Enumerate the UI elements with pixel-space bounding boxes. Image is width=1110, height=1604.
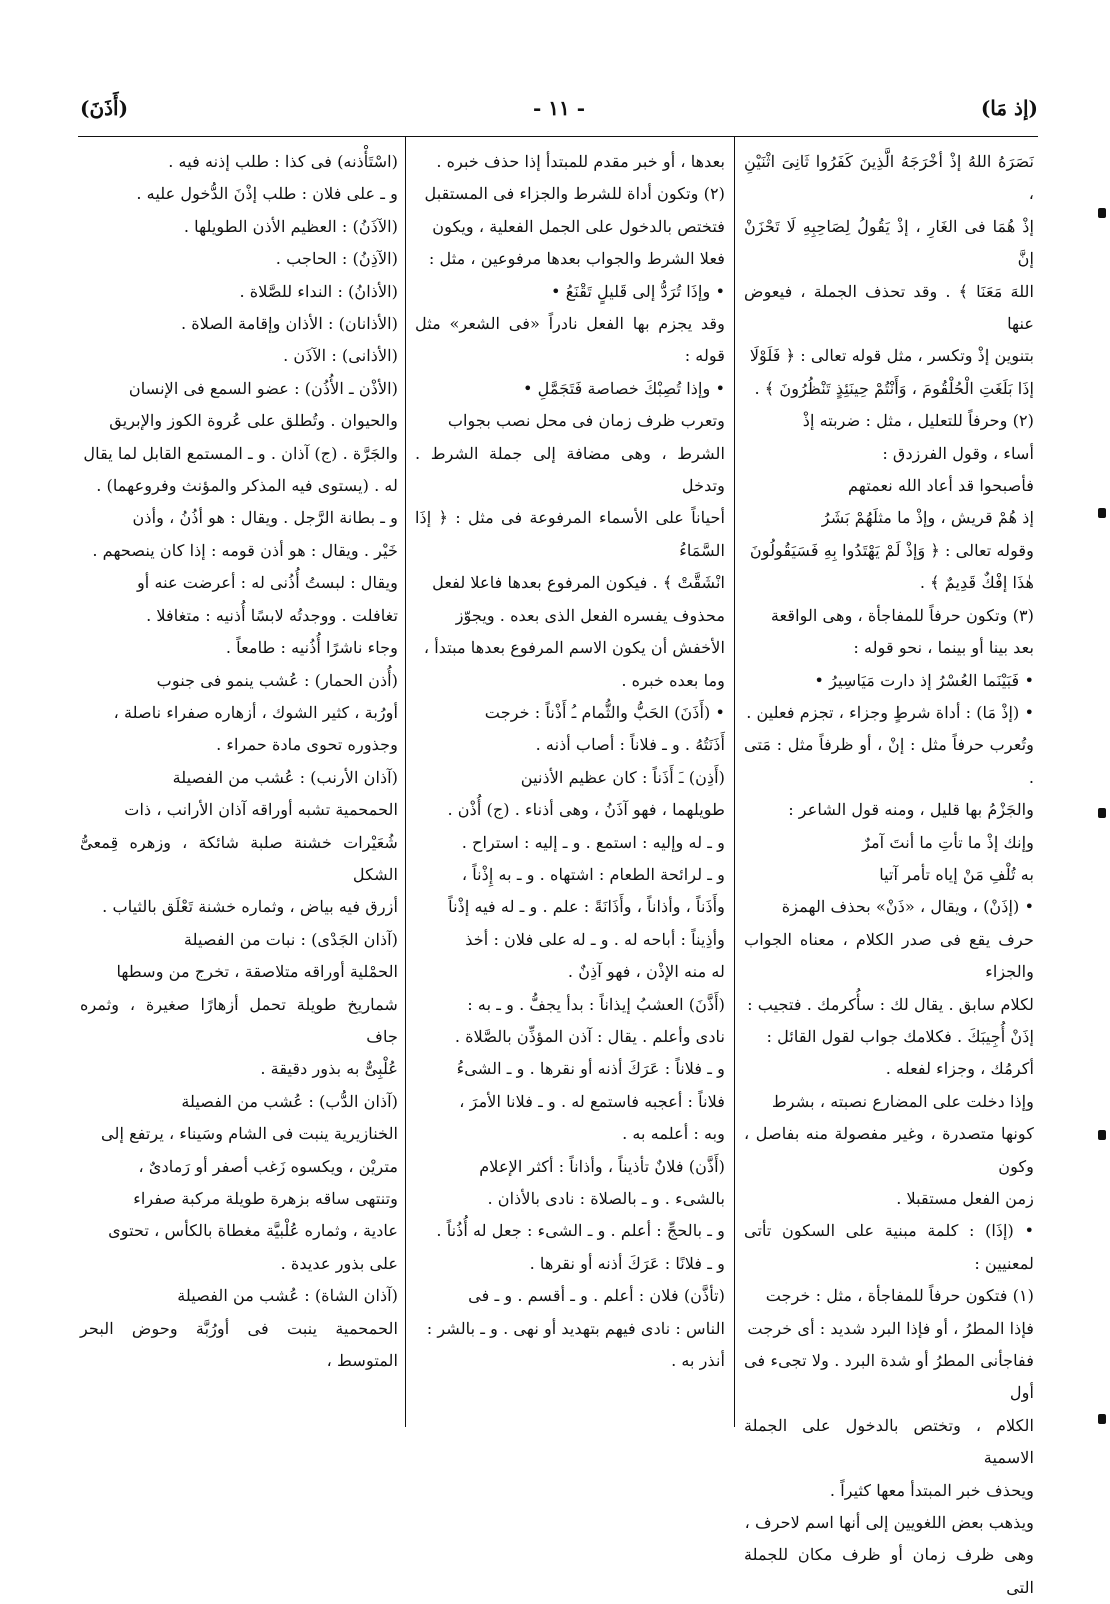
- column-line: (الأذانان) : الأذان وإقامة الصلاة .: [181, 314, 398, 334]
- column-line: وأذِيناً : أباحه له . و ـ له على فلان : أخذ: [465, 929, 725, 949]
- column-line: • وإذا تُصِبْكَ خصاصة فَتَجَمَّلِ •: [522, 378, 725, 398]
- column-line: و ـ بالحجِّ : أعلم . و ـ الشىء : جعل له أُذُناً .: [436, 1221, 725, 1241]
- column-line: شُعَيْرات خشنة صلبة شائكة ، وزهره قِمعىُّ الشكل: [80, 832, 398, 884]
- column-line: أساء ، وقول الفرزدق :: [882, 443, 1034, 463]
- column-line: الناس : نادى فيهم بتهديد أو نهى . و ـ بالشر :: [426, 1318, 725, 1338]
- column-line: إذ هُمْ قريش ، وإذْ ما مثلَهُمْ بَشَرُ: [821, 508, 1034, 528]
- column-line: أحياناً على الأسماء المرفوعة فى مثل : ﴿ إذَا السَّمَاءُ: [415, 508, 725, 560]
- column-line: عادية ، وثماره عُلْبيَّة مغطاة بالكأس ، تحتوى: [108, 1221, 398, 1241]
- column-line: طويلهما ، فهو آذَنُ ، وهى أذناء . (ج) أُذْن .: [447, 800, 725, 820]
- column-line: أَذَنَتُهُ . و ـ فلاناً : أصاب أذنه .: [535, 735, 725, 755]
- column-line: نَصَرَهُ اللهُ إذْ أخْرَجَهُ الَّذِينَ كَفَرُوا ثَانِىَ اثْنَيْنِ ،: [744, 152, 1034, 204]
- column-line: ويذهب بعض اللغويين إلى أنها اسم لاحرف ،: [744, 1513, 1034, 1533]
- column-line: وجاء ناشرًا أُذُنيه : طامعاً .: [225, 638, 398, 658]
- column-line: (تأذَّن) فلان : أعلم . و ـ أقسم . و ـ فى: [468, 1286, 725, 1306]
- column-line: خَيْر . ويقال : هو أذن قومه : إذا كان ينصحهم .: [92, 540, 398, 560]
- column-line: • فَبَيْنَما العُسْرُ إذ دارت مَيَاسِيرُ •: [814, 670, 1034, 690]
- column-line: على بذور عديدة .: [280, 1253, 398, 1273]
- column-line: و ـ فلانًا : عَرَكَ أذنه أو نقرها .: [529, 1253, 725, 1273]
- column-line: وتنتهى ساقه بزهرة طويلة مركبة صفراء: [133, 1189, 398, 1208]
- column-line: تغافلت . ووجدتُه لابسًا أُذنيه : متغافلا .: [146, 605, 398, 625]
- column-line: بتنوين إذْ وتكسر ، مثل قوله تعالى : ﴿ فَلَوْلَا: [749, 346, 1034, 366]
- column-line: وبه : أعلمه به .: [622, 1124, 725, 1144]
- column-line: أكرمُك ، وجزاء لفعله .: [885, 1059, 1034, 1079]
- column-line: الأخفش أن يكون الاسم المرفوع بعدها مبتدأ ،: [423, 638, 725, 658]
- scan-edge-mark: [1098, 1414, 1106, 1424]
- column-line: الحمحمية ينبت فى أورُبَّة وحوض البحر المتوسط ،: [80, 1318, 398, 1371]
- column-line: وأَذَناً ، وأذاناً ، وأَذَانَةً : علم . و ـ له فيه إذْناً: [448, 897, 725, 917]
- column-line: والجَزْمُ بها قليل ، ومنه قول الشاعر :: [788, 800, 1034, 820]
- column-line: • وإذَا تُرَدُّ إلى قَليلٍ تَقْنَعُ •: [551, 281, 725, 301]
- column-line: أزرق فيه بياض ، وثماره خشنة تَعْلَق بالثياب .: [102, 897, 398, 917]
- column-line: عُلْبِىٌّ به بذور دقيقة .: [260, 1059, 398, 1079]
- column-line: بعد بينا أو بينما ، نحو قوله :: [853, 638, 1034, 658]
- column-line: ويحذف خبر المبتدأ معها كثيراً .: [829, 1480, 1034, 1500]
- column-line: الحمحمية تشبه أوراقه آذان الأرانب ، ذات: [124, 800, 398, 820]
- column-line: (الأذْن ـ الأُذُن) : عضو السمع فى الإنسان: [128, 378, 398, 398]
- column-line: نادى وأعلم . يقال : آذن المؤذِّن بالصَّلاة .: [454, 1026, 725, 1046]
- column-line: فعلا الشرط والجواب بعدها مرفوعين ، مثل :: [428, 249, 725, 269]
- column-line: هٰذَا إفْكٌ قَدِيمٌ ﴾ .: [919, 573, 1034, 593]
- column-divider-right: [734, 137, 735, 1427]
- column-line: (آذان الجَدْى) : نبات من الفصيلة: [183, 929, 398, 949]
- column-line: اللهَ مَعَنَا ﴾ . وقد تحذف الجملة ، فيعوض عنها: [744, 281, 1034, 334]
- column-line: إذَا بَلَغَتِ الْحُلْقُومَ ، وَأَنْتُمْ حِينَئِذٍ تَنْظُرُونَ ﴾ .: [754, 378, 1034, 398]
- column-line: زمن الفعل مستقبلا .: [896, 1189, 1034, 1208]
- column-line: فأصبحوا قد أعاد الله نعمتهم: [848, 476, 1034, 496]
- column-middle: [415, 146, 725, 1377]
- column-line: أنذر به .: [671, 1351, 725, 1371]
- column-line: لكلام سابق . يقال لك : سأُكرمك . فتجيب :: [747, 994, 1034, 1014]
- column-line: (الأذانُ) : النداء للصَّلاة .: [239, 281, 398, 301]
- column-line: وتعرب ظرف زمان فى محل نصب بجواب: [447, 411, 725, 431]
- scan-edge-mark: [1098, 508, 1106, 518]
- header-right-keyword: (إذ مَا): [980, 96, 1038, 120]
- column-line: أورُبة ، كثير الشوك ، أزهاره صفراء ناصلة ،: [113, 702, 398, 722]
- column-line: وإذا دخلت على المضارع نصبته ، بشرط: [771, 1091, 1034, 1111]
- column-line: (٢) وتكون أداة للشرط والجزاء فى المستقبل: [424, 184, 725, 204]
- column-line: • (إذَنْ) ، ويقال ، «ذَنْ» بحذف الهمزة: [781, 897, 1034, 917]
- column-line: (٢) وحرفاً للتعليل ، مثل : ضربته إذْ: [802, 411, 1034, 431]
- scan-edge-mark: [1098, 1130, 1106, 1140]
- column-line: وإنك إذْ ما تأتِ ما أنتَ آمرٌ: [862, 832, 1034, 852]
- column-line: (آذان الأرنب) : عُشب من الفصيلة: [172, 767, 398, 787]
- column-line: والجَرَّة . (ج) آذان . و ـ المستمع القابل لما يقال: [83, 443, 398, 463]
- column-line: وهى ظرف زمان أو ظرف مكان للجملة التى: [744, 1545, 1034, 1597]
- column-line: (الآذَنُ) : العظيم الأذن الطويلها .: [183, 216, 398, 236]
- column-line: و ـ له وإليه : استمع . و ـ إليه : استراح .: [461, 832, 725, 852]
- column-line: وقد يجزم بها الفعل نادراً «فى الشعر» مثل قوله :: [415, 314, 725, 366]
- column-line: و ـ بطانة الرَّجل . ويقال : هو أذُنُ ، وأذن: [132, 508, 398, 528]
- scan-edge-mark: [1098, 208, 1106, 218]
- column-line: وما بعده خبره .: [621, 670, 725, 690]
- column-line: الخنازيرية ينبت فى الشام وسَيناء ، يرتفع إلى: [101, 1124, 398, 1144]
- column-line: وتُعرب حرفاً مثل : إنْ ، أو ظرفاً مثل : مَتى .: [744, 735, 1034, 787]
- column-line: • (إذَا) : كلمة مبنية على السكون تأتى لمعنيين :: [744, 1221, 1034, 1273]
- column-line: وجذوره تحوى مادة حمراء .: [216, 735, 398, 755]
- column-line: (آذان الشاة) : عُشب من الفصيلة: [177, 1286, 398, 1306]
- column-line: إذَنْ أُجِيبَكَ . فكلامك جواب لقول القائل :: [766, 1026, 1034, 1046]
- column-line: والحيوان . وتُطلق على عُروة الكوز والإبريق: [109, 411, 398, 431]
- column-line: كونها متصدرة ، وغير مفصولة منه بفاصل ، وكون: [744, 1124, 1034, 1176]
- column-line: و ـ لرائحة الطعام : اشتهاه . و ـ به إِذْناً ،: [461, 864, 725, 884]
- header-rule: [78, 136, 1038, 137]
- column-line: (الأذانى) : الآذَن .: [283, 346, 398, 366]
- column-line: فإذا المطرُ ، أو فإذا البرد شديد : أى خرجت: [747, 1318, 1034, 1338]
- column-line: (آذان الدُّب) : عُشب من الفصيلة: [181, 1091, 398, 1111]
- column-line: (الآذِنُ) : الحاجب .: [275, 249, 398, 269]
- column-line: إذْ هُمَا فى الغَارِ ، إذْ يَقُولُ لِصَاحِبِهِ لَا تَحْزَنْ إنَّ: [744, 216, 1034, 269]
- column-line: محذوف يفسره الفعل الذى بعده . ويجوّز: [455, 605, 725, 625]
- column-line: بعدها ، أو خبر مقدم للمبتدأ إذا حذف خبره .: [436, 152, 725, 171]
- column-line: شماريخ طويلة تحمل أزهارًا صغيرة ، وثمره جاف: [80, 994, 398, 1046]
- column-line: فلاناً : أعجبه فاستمع له . و ـ فلانا الأمرَ ،: [459, 1091, 725, 1111]
- column-line: له منه الإذْن ، فهو آذِنٌ .: [567, 962, 725, 982]
- page-number: - ١١ -: [532, 96, 586, 120]
- column-divider-left: [405, 137, 406, 1427]
- column-line: الكلام ، وتختص بالدخول على الجملة الاسمية: [744, 1415, 1034, 1468]
- column-line: و ـ فلاناً : عَرَكَ أذنه أو نقرها . و ـ الشىءُ: [456, 1059, 725, 1079]
- column-line: الحمْلية أوراقه متلاصقة ، تخرج من وسطها: [116, 962, 398, 982]
- column-line: (٣) وتكون حرفاً للمفاجأة ، وهى الواقعة: [770, 605, 1034, 625]
- column-line: وقوله تعالى : ﴿ وَإذْ لَمْ يَهْتَدُوا بِهِ فَسَيَقُولُونَ: [749, 540, 1034, 560]
- column-line: حرف يقع فى صدر الكلام ، معناه الجواب والجزاء: [744, 929, 1034, 982]
- column-line: (أُذن الحمار) : عُشب ينمو فى جنوب: [156, 670, 398, 690]
- column-right: [744, 146, 1034, 1604]
- column-line: بالشىء . و ـ بالصلاة : نادى بالأذان .: [487, 1189, 725, 1208]
- column-line: له . (يستوى فيه المذكر والمؤنث وفروعهما) .: [96, 476, 398, 496]
- column-line: • (أَذَنَ) الحَبُّ والثُّمام ـُ أَذْناً : خرجت: [484, 702, 725, 722]
- column-line: انْشَقَّتْ ﴾ . فيكون المرفوع بعدها فاعلا لفعل: [432, 573, 725, 593]
- column-line: ويقال : لبستُ أُذُنى له : أعرضت عنه أو: [136, 573, 398, 593]
- column-line: (١) فتكون حرفاً للمفاجأة ، مثل : خرجت: [765, 1286, 1034, 1306]
- page-header: [80, 96, 1038, 136]
- column-line: فتختص بالدخول على الجمل الفعلية ، ويكون: [432, 216, 725, 236]
- column-line: به تُلْفِ مَنْ إياه تأمر آتيا: [879, 864, 1034, 884]
- column-line: (أَذِن) ـَ أَذَناً : كان عظيم الأذنين: [520, 767, 725, 787]
- column-left: [80, 146, 398, 1377]
- column-line: (اسْتَأْذنه) فى كذا : طلب إذنه فيه .: [168, 152, 398, 171]
- column-line: (أَذَّنَ) العشبُ إيذاناً : بدأ يجفُّ . و ـ به :: [467, 994, 725, 1014]
- column-line: متريْن ، ويكسوه زَغب أصفر أو رَمادىٌ ،: [138, 1156, 398, 1176]
- column-line: • (إذْ مَا) : أداة شرطٍ وجزاء ، تجزم فعلين .: [746, 702, 1034, 722]
- column-line: الشرط ، وهى مضافة إلى جملة الشرط . وتدخل: [415, 443, 725, 496]
- column-line: و ـ على فلان : طلب إذْنَ الدُّخول عليه .: [136, 184, 398, 204]
- scan-edge-mark: [1098, 808, 1106, 818]
- column-line: (أَذَّن) فلانٌ تأذيناً ، وأذاناً : أكثر الإعلام: [479, 1156, 725, 1176]
- column-line: ففاجأنى المطرُ أو شدة البرد . ولا تجىء فى أول: [744, 1351, 1034, 1403]
- header-left-keyword: (أَذَنَ): [80, 96, 129, 120]
